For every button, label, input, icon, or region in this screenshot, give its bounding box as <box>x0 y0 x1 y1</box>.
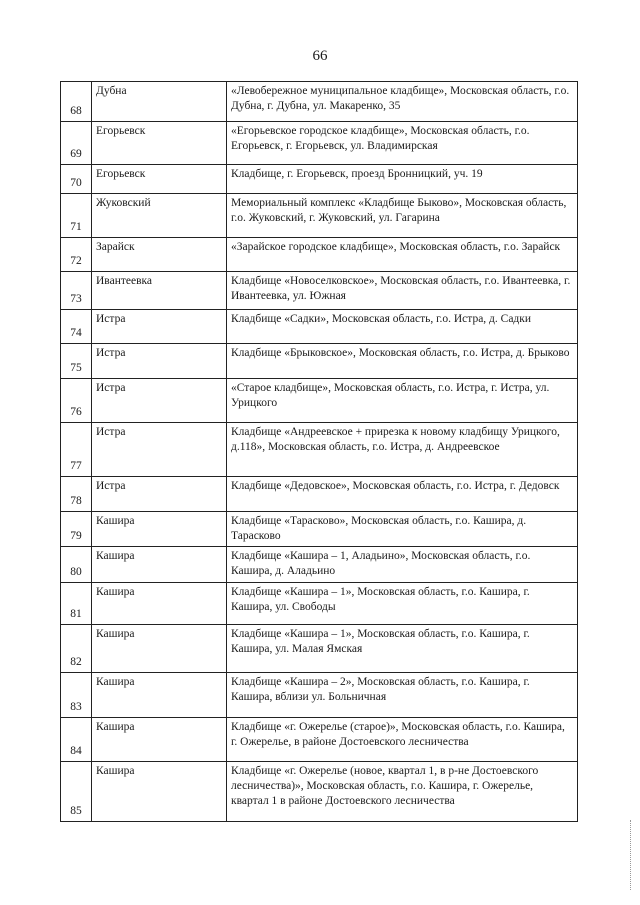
row-number: 84 <box>61 718 92 762</box>
row-number: 82 <box>61 625 92 673</box>
scan-edge-mark <box>630 820 634 890</box>
table-row <box>61 194 578 238</box>
address-cell: «Старое кладбище», Московская область, г.о. Истра, г. Истра, ул. Урицкого <box>227 379 578 423</box>
city-cell: Истра <box>92 379 227 423</box>
table-row <box>61 379 578 423</box>
table-row <box>61 238 578 272</box>
address-cell: Кладбище «Новоселковское», Московская область, г.о. Ивантеевка, г. Ивантеевка, ул. Южная <box>227 272 578 310</box>
row-number: 71 <box>61 194 92 238</box>
row-number: 70 <box>61 165 92 194</box>
address-cell: Кладбище «Брыковское», Московская область, г.о. Истра, д. Брыково <box>227 344 578 379</box>
cemetery-table <box>60 81 578 822</box>
address-cell: Кладбище, г. Егорьевск, проезд Бронницкий, уч. 19 <box>227 165 578 194</box>
city-cell: Кашира <box>92 547 227 583</box>
address-cell: Кладбище «Кашира – 1», Московская область, г.о. Кашира, г. Кашира, ул. Малая Ямская <box>227 625 578 673</box>
address-cell: Кладбище «Тарасково», Московская область, г.о. Кашира, д. Тарасково <box>227 512 578 547</box>
city-cell: Кашира <box>92 718 227 762</box>
table-row <box>61 165 578 194</box>
table-row <box>61 718 578 762</box>
table-row <box>61 583 578 625</box>
city-cell: Истра <box>92 344 227 379</box>
row-number: 79 <box>61 512 92 547</box>
row-number: 81 <box>61 583 92 625</box>
address-cell: «Зарайское городское кладбище», Московская область, г.о. Зарайск <box>227 238 578 272</box>
table-row <box>61 625 578 673</box>
address-cell: Кладбище «Кашира – 1», Московская область, г.о. Кашира, г. Кашира, ул. Свободы <box>227 583 578 625</box>
city-cell: Егорьевск <box>92 122 227 165</box>
table-row <box>61 673 578 718</box>
city-cell: Жуковский <box>92 194 227 238</box>
address-cell: Кладбище «Дедовское», Московская область, г.о. Истра, г. Дедовск <box>227 477 578 512</box>
row-number: 78 <box>61 477 92 512</box>
row-number: 68 <box>61 82 92 122</box>
row-number: 69 <box>61 122 92 165</box>
row-number: 85 <box>61 762 92 822</box>
row-number: 72 <box>61 238 92 272</box>
table-row <box>61 477 578 512</box>
table-row <box>61 344 578 379</box>
city-cell: Истра <box>92 477 227 512</box>
row-number: 83 <box>61 673 92 718</box>
address-cell: Кладбище «Андреевское + прирезка к новому кладбищу Урицкого, д.118», Московская область, г.о. Истра, д. Андреевское <box>227 423 578 477</box>
row-number: 80 <box>61 547 92 583</box>
address-cell: Кладбище «Кашира – 2», Московская область, г.о. Кашира, г. Кашира, вблизи ул. Больничная <box>227 673 578 718</box>
city-cell: Зарайск <box>92 238 227 272</box>
row-number: 74 <box>61 310 92 344</box>
city-cell: Истра <box>92 423 227 477</box>
table-row <box>61 547 578 583</box>
row-number: 77 <box>61 423 92 477</box>
address-cell: Кладбище «г. Ожерелье (новое, квартал 1, в р-не Достоевского лесничества)», Московская область, г.о. Кашира, г. Ожерелье, квартал 1 в районе Достоевского лесничества <box>227 762 578 822</box>
city-cell: Дубна <box>92 82 227 122</box>
city-cell: Кашира <box>92 625 227 673</box>
address-cell: Мемориальный комплекс «Кладбище Быково», Московская область, г.о. Жуковский, г. Жуковский, ул. Гагарина <box>227 194 578 238</box>
row-number: 75 <box>61 344 92 379</box>
table-row <box>61 512 578 547</box>
city-cell: Истра <box>92 310 227 344</box>
address-cell: Кладбище «Садки», Московская область, г.о. Истра, д. Садки <box>227 310 578 344</box>
table-row <box>61 122 578 165</box>
table-row <box>61 82 578 122</box>
city-cell: Кашира <box>92 583 227 625</box>
row-number: 73 <box>61 272 92 310</box>
city-cell: Ивантеевка <box>92 272 227 310</box>
table-row <box>61 310 578 344</box>
table-row <box>61 272 578 310</box>
city-cell: Кашира <box>92 512 227 547</box>
page-number: 66 <box>312 48 328 64</box>
address-cell: Кладбище «Кашира – 1, Аладьино», Московская область, г.о. Кашира, д. Аладьино <box>227 547 578 583</box>
address-cell: «Левобережное муниципальное кладбище», Московская область, г.о. Дубна, г. Дубна, ул. Макаренко, 35 <box>227 82 578 122</box>
address-cell: Кладбище «г. Ожерелье (старое)», Московская область, г.о. Кашира, г. Ожерелье, в районе Достоевского лесничества <box>227 718 578 762</box>
address-cell: «Егорьевское городское кладбище», Московская область, г.о. Егорьевск, г. Егорьевск, ул. Владимирская <box>227 122 578 165</box>
table-row <box>61 423 578 477</box>
city-cell: Кашира <box>92 673 227 718</box>
table-row <box>61 762 578 822</box>
row-number: 76 <box>61 379 92 423</box>
city-cell: Кашира <box>92 762 227 822</box>
city-cell: Егорьевск <box>92 165 227 194</box>
